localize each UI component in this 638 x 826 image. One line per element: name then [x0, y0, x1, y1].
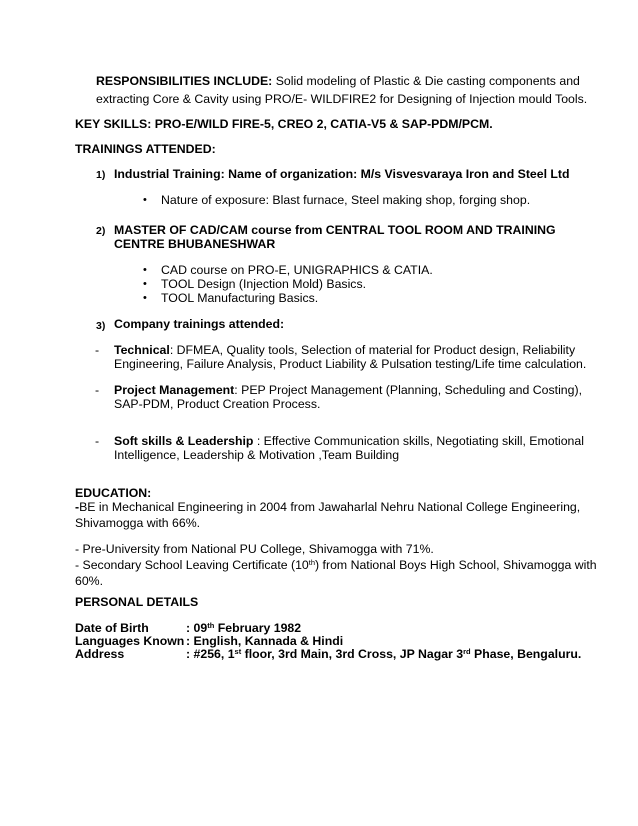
- education-sslc-sup: th: [308, 558, 316, 567]
- address-sup-2: rd: [463, 647, 471, 656]
- education-be-text: BE in Mechanical Engineering in 2004 from Jawaharlal Nehru National College Engineering,: [79, 500, 581, 514]
- training-number-3: 3): [96, 320, 106, 332]
- education-heading: EDUCATION:: [75, 486, 152, 500]
- dob-value-a: : 09: [186, 621, 208, 635]
- education-puc: - Pre-University from National PU College, Shivamogga with 71%.: [75, 542, 434, 556]
- training-2-bullet-1: CAD course on PRO-E, UNIGRAPHICS & CATIA.: [161, 263, 433, 277]
- education-sslc-text-a: - Secondary School Leaving Certificate (10: [75, 558, 309, 572]
- personal-heading: PERSONAL DETAILS: [75, 595, 199, 609]
- bullet-icon: •: [143, 264, 147, 276]
- project-management-text-1: : PEP Project Management (Planning, Scheduling and Costing),: [234, 383, 582, 397]
- education-sslc-line-1: [75, 557, 597, 573]
- bullet-icon: •: [143, 278, 147, 290]
- education-sslc-text-b: ) from National Boys High School, Shivamogga with: [315, 558, 597, 572]
- training-title-2-line-1: MASTER OF CAD/CAM course from CENTRAL TOOL ROOM AND TRAINING: [114, 223, 556, 237]
- project-management-label: Project Management: [114, 383, 235, 397]
- key-skills: KEY SKILLS: PRO-E/WILD FIRE-5, CREO 2, CATIA-V5 & SAP-PDM/PCM.: [75, 117, 493, 131]
- dash-marker: -: [95, 383, 100, 397]
- training-number-1: 1): [96, 169, 106, 181]
- training-2-bullet-3: TOOL Manufacturing Basics.: [161, 291, 319, 305]
- dob-value-b: February 1982: [214, 621, 302, 635]
- technical-line-2: Engineering, Failure Analysis, Product Liability & Pulsation testing/Life time calculation.: [114, 357, 587, 371]
- education-be-dash: -: [75, 500, 80, 514]
- responsibilities-label: RESPONSIBILITIES INCLUDE:: [96, 74, 273, 88]
- training-title-2-line-2: CENTRE BHUBANESHWAR: [114, 237, 276, 251]
- education-be-line-2: Shivamogga with 66%.: [75, 516, 201, 530]
- languages-label: Languages Known: [75, 634, 185, 648]
- address-value-a: : #256, 1: [186, 647, 235, 661]
- languages-value: : English, Kannada & Hindi: [186, 634, 344, 648]
- training-title-1: Industrial Training: Name of organization: M/s Visvesvaraya Iron and Steel Ltd: [114, 167, 570, 181]
- education-be-line-1: [75, 499, 580, 515]
- responsibilities-line-2: extracting Core & Cavity using PRO/E- WILDFIRE2 for Designing of Injection mould Tools.: [96, 92, 588, 106]
- soft-skills-line-2: Intelligence, Leadership & Motivation ,Team Building: [114, 448, 400, 462]
- dash-marker: -: [95, 434, 100, 448]
- address-label: Address: [75, 647, 125, 661]
- education-sslc-line-2: 60%.: [75, 574, 104, 588]
- dash-marker: -: [95, 343, 100, 357]
- soft-skills-text-1: : Effective Communication skills, Negotiating skill, Emotional: [253, 434, 584, 448]
- training-title-3: Company trainings attended:: [114, 317, 285, 331]
- technical-label: Technical: [114, 343, 170, 357]
- responsibilities-line-1: [96, 73, 580, 89]
- training-2-bullet-2: TOOL Design (Injection Mold) Basics.: [161, 277, 367, 291]
- soft-skills-label: Soft skills & Leadership: [114, 434, 254, 448]
- dob-sup: th: [207, 621, 215, 630]
- technical-text-1: : DFMEA, Quality tools, Selection of material for Product design, Reliability: [169, 343, 576, 357]
- bullet-icon: •: [143, 292, 147, 304]
- responsibilities-text-1: Solid modeling of Plastic & Die casting components and: [272, 74, 580, 88]
- project-management-line-2: SAP-PDM, Product Creation Process.: [114, 397, 321, 411]
- training-1-bullet-1: Nature of exposure: Blast furnace, Steel making shop, forging shop.: [161, 193, 531, 207]
- address-value-c: Phase, Bengaluru.: [470, 647, 582, 661]
- bullet-icon: •: [143, 194, 147, 206]
- address-sup-1: st: [234, 647, 242, 656]
- address-value: [186, 646, 581, 662]
- address-value-b: floor, 3rd Main, 3rd Cross, JP Nagar 3: [241, 647, 464, 661]
- trainings-heading: TRAININGS ATTENDED:: [75, 142, 216, 156]
- training-number-2: 2): [96, 225, 106, 237]
- dob-label: Date of Birth: [75, 621, 149, 635]
